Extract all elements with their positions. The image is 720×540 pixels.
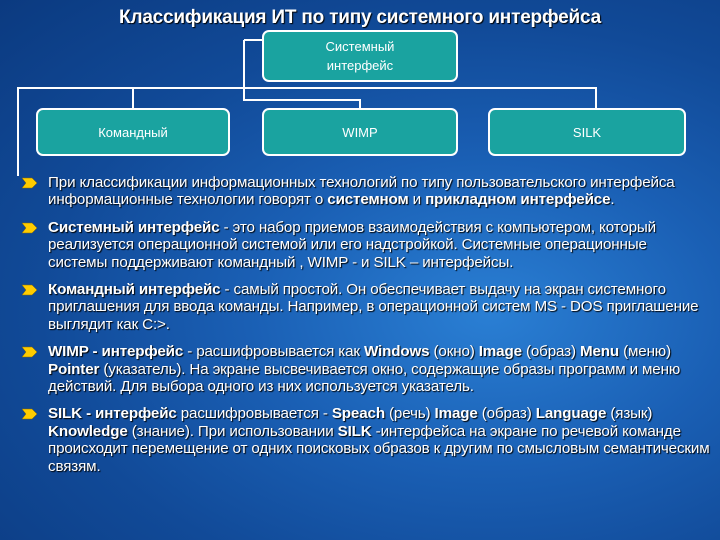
bullet-item: При классификации информационных технологий по типу пользовательского интерфейса информационные технологии говорят о системном и прикладном интерфейсе. — [20, 174, 710, 209]
node-system-interface — [262, 30, 458, 82]
node-system-interface-line2: интерфейс — [326, 58, 394, 73]
bullet-item: WIMP - интерфейс - расшифровывается как Windows (окно) Image (образ) Menu (меню) Pointer (указатель). На экране высвечивается окно, содержащие образы программ и меню действий. Для выбора одного из них используется указатель. — [20, 343, 710, 395]
node-wimp-interface: WIMP — [262, 108, 458, 156]
bullet-list — [20, 174, 710, 485]
connector-right — [244, 88, 596, 108]
bullet-item: SILK - интерфейс расшифровывается - Speach (речь) Image (образ) Language (язык) Knowledge (знание). При использовании SILK -интерфейса на экране по речевой команде происходит перемещение от одних поисковых образов к другим по смысловым семантическим связям. — [20, 405, 710, 475]
node-command-interface: Командный — [36, 108, 230, 156]
node-system-interface-line1: Системный — [325, 39, 395, 54]
bullet-item: Системный интерфейс - это набор приемов взаимодействия с компьютером, который реализуется операционной системой или его надстройкой. Системные операционные системы поддерживают командный , WIMP - и SILK – интерфейсы. — [20, 219, 710, 271]
node-silk-interface: SILK — [488, 108, 686, 156]
arrow-bullet-icon — [22, 222, 38, 234]
arrow-bullet-icon — [22, 408, 38, 420]
page-title: Классификация ИТ по типу системного интерфейса — [119, 7, 601, 28]
arrow-bullet-icon — [22, 177, 38, 189]
bullet-item: Командный интерфейс - самый простой. Он обеспечивает выдачу на экран системного приглашения для ввода команды. Например, в операционной систем MS - DOS приглашение выглядит как С:>. — [20, 281, 710, 333]
arrow-bullet-icon — [22, 284, 38, 296]
arrow-bullet-icon — [22, 346, 38, 358]
